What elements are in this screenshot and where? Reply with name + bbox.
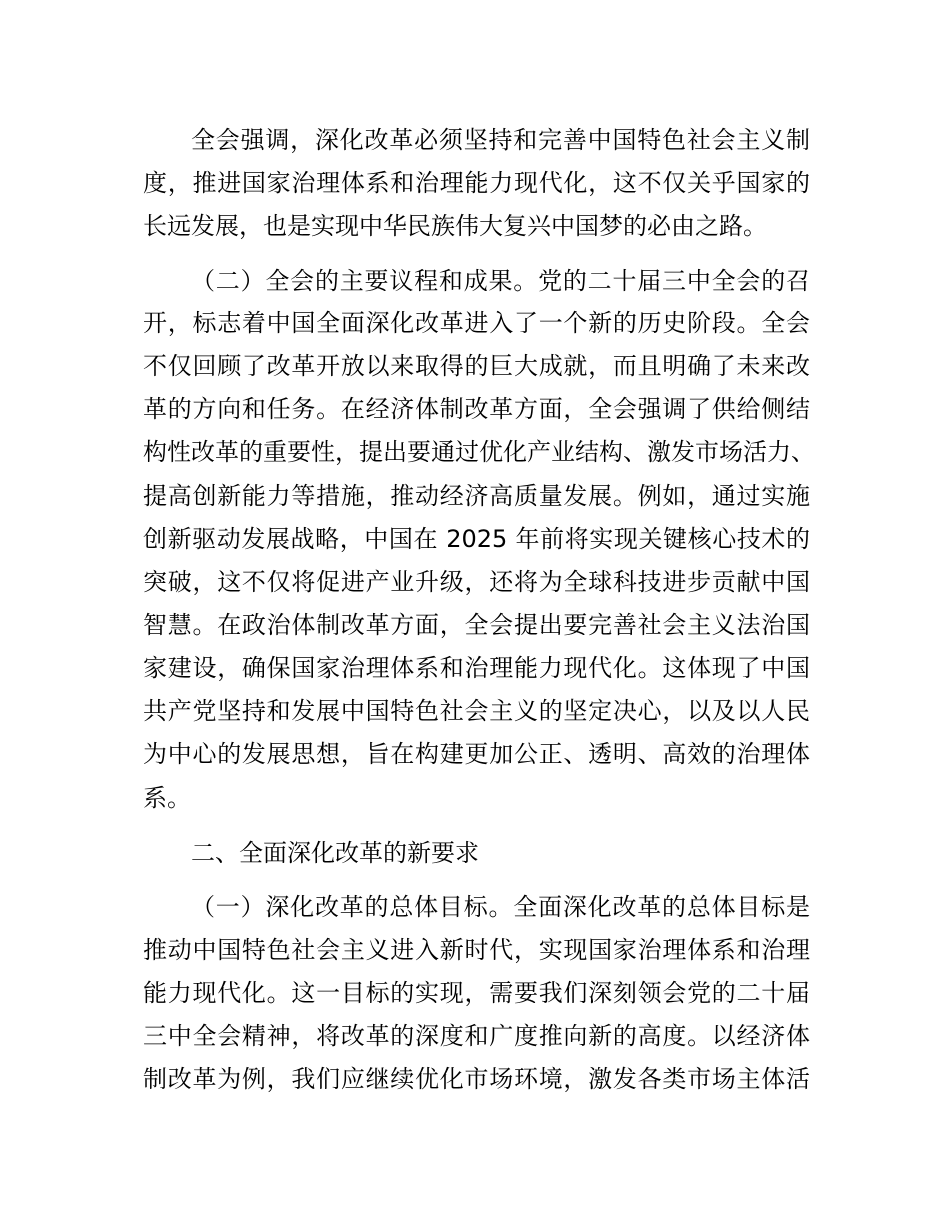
text-line: 为中心的发展思想，旨在构建更加公正、透明、高效的治理体 (143, 740, 810, 768)
text-line: （一）深化改革的总体目标。全面深化改革的总体目标是 (191, 893, 810, 921)
text-line: 革的方向和任务。在经济体制改革方面，全会强调了供给侧结 (143, 395, 810, 423)
text-line: 不仅回顾了改革开放以来取得的巨大成就，而且明确了未来改 (143, 352, 810, 380)
text-line: 创新驱动发展战略，中国在 2025 年前将实现关键核心技术的 (143, 525, 810, 553)
text-line: 全会强调，深化改革必须坚持和完善中国特色社会主义制 (191, 126, 810, 154)
text-line: 制改革为例，我们应继续优化市场环境，激发各类市场主体活 (143, 1065, 810, 1093)
text-line: 家建设，确保国家治理体系和治理能力现代化。这体现了中国 (143, 654, 810, 682)
text-line: 系。 (143, 784, 191, 812)
text-line: 共产党坚持和发展中国特色社会主义的坚定决心，以及以人民 (143, 697, 810, 725)
text-line: 提高创新能力等措施，推动经济高质量发展。例如，通过实施 (143, 482, 810, 510)
text-line: 二、全面深化改革的新要求 (191, 839, 479, 867)
text-line: 突破，这不仅将促进产业升级，还将为全球科技进步贡献中国 (143, 568, 810, 596)
text-line: 构性改革的重要性，提出要通过优化产业结构、激发市场活力、 (143, 438, 815, 466)
text-line: 智慧。在政治体制改革方面，全会提出要完善社会主义法治国 (143, 611, 810, 639)
text-line: 三中全会精神，将改革的深度和广度推向新的高度。以经济体 (143, 1022, 810, 1050)
text-line: 推动中国特色社会主义进入新时代，实现国家治理体系和治理 (143, 936, 810, 964)
text-line: 长远发展，也是实现中华民族伟大复兴中国梦的必由之路。 (143, 212, 767, 240)
text-line: 度，推进国家治理体系和治理能力现代化，这不仅关乎国家的 (143, 169, 810, 197)
text-line: （二）全会的主要议程和成果。党的二十届三中全会的召 (191, 267, 810, 295)
text-line: 能力现代化。这一目标的实现，需要我们深刻领会党的二十届 (143, 979, 810, 1007)
text-line: 开，标志着中国全面深化改革进入了一个新的历史阶段。全会 (143, 309, 810, 337)
